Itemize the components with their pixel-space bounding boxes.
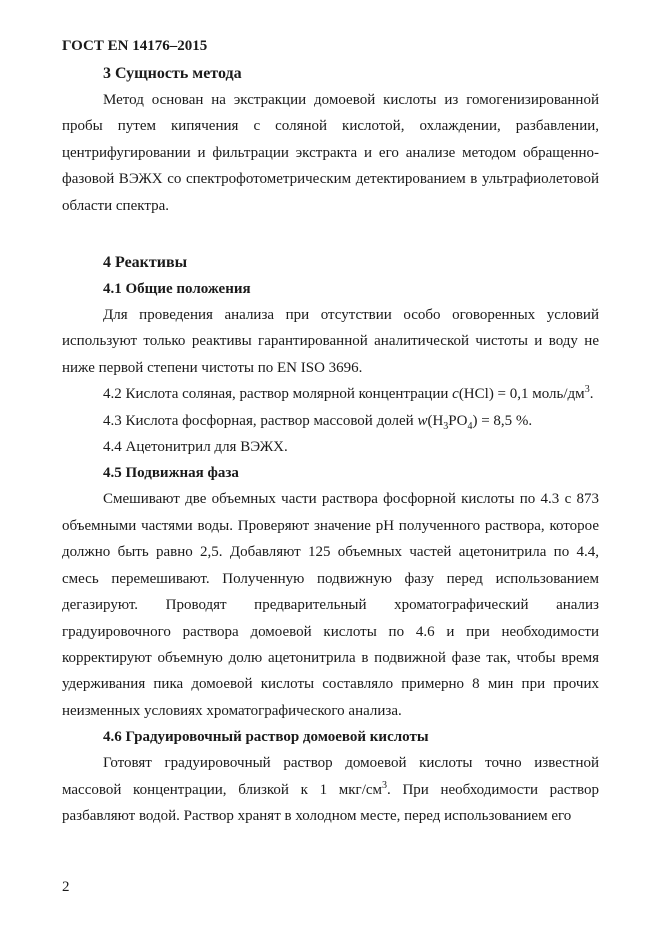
section-4-6-paragraph xyxy=(62,750,599,829)
s46-text-after: . При необходимости раствор разбавляют водой. Раствор хранят в холодном месте, перед использованием его xyxy=(62,781,599,824)
section-4-1-heading: 4.1 Общие положения xyxy=(103,281,251,298)
page-content xyxy=(62,61,599,829)
s42-symbol: c xyxy=(452,386,459,403)
s43-f1: (H xyxy=(427,412,444,429)
s42-sup: 3 xyxy=(584,384,590,396)
section-4-4-paragraph: 4.4 Ацетонитрил для ВЭЖХ. xyxy=(103,439,288,456)
s43-f2: PO xyxy=(448,412,468,429)
s42-end: . xyxy=(589,386,594,403)
s43-sub2: 4 xyxy=(467,420,473,432)
s46-sup: 3 xyxy=(382,779,388,791)
s43-symbol: w xyxy=(417,412,428,429)
s42-text: 4.2 Кислота соляная, раствор молярной концентрации xyxy=(103,386,453,403)
section-3-paragraph: Метод основан на экстракции домоевой кислоты из гомогенизированной пробы путем кипячения с соляной кислотой, охлаждении, разбавлении, центрифугировании и фильтрации экстракта и его анализе методом обращенно-фазовой ВЭЖХ со спектрофотометрическим детектированием в ультрафиолетовой области спектра. xyxy=(62,92,599,214)
s43-f3: ) = 8,5 %. xyxy=(472,412,533,429)
section-3-heading: 3 Сущность метода xyxy=(103,65,242,82)
s43-text: 4.3 Кислота фосфорная, раствор массовой долей xyxy=(103,412,418,429)
section-4-5-paragraph: Смешивают две объемных части раствора фосфорной кислоты по 4.3 с 873 объемными частями воды. Проверяют значение pH полученного раствора, которое должно быть равно 2,5. Добавляют 125 объемных частей ацетонитрила по 4.4, смесь перемешивают. Полученную подвижную фазу перед использованием дегазируют. Проводят предварительный хроматографический анализ градуировочного раствора домоевой кислоты по 4.6 и при необходимости корректируют объемную долю ацетонитрила в подвижной фазе так, чтобы время удерживания пика домоевой кислоты составляло примерно 8 мин при прочих неизменных условиях хроматографического анализа. xyxy=(62,491,599,719)
section-gap xyxy=(62,219,599,246)
section-4-1-paragraph: Для проведения анализа при отсутствии особо оговоренных условий используют только реактивы гарантированной аналитической чистоты и воду не ниже первой степени чистоты по EN ISO 3696. xyxy=(62,307,599,376)
standard-header: ГОСТ EN 14176–2015 xyxy=(62,38,208,54)
s42-formula: (HCl) = 0,1 моль/дм xyxy=(458,386,585,403)
page-number: 2 xyxy=(62,879,70,895)
section-4-5-heading: 4.5 Подвижная фаза xyxy=(103,465,239,482)
section-4-heading: 4 Реактивы xyxy=(103,254,188,272)
s46-text: Готовят градуировочный раствор домоевой кислоты точно известной массовой концентрации, близкой к 1 мкг/см xyxy=(62,755,599,798)
section-4-2-paragraph xyxy=(62,381,599,407)
section-4-6-heading: 4.6 Градуировочный раствор домоевой кислоты xyxy=(103,729,429,746)
s43-sub1: 3 xyxy=(443,420,449,432)
section-4-3-paragraph xyxy=(62,408,599,434)
